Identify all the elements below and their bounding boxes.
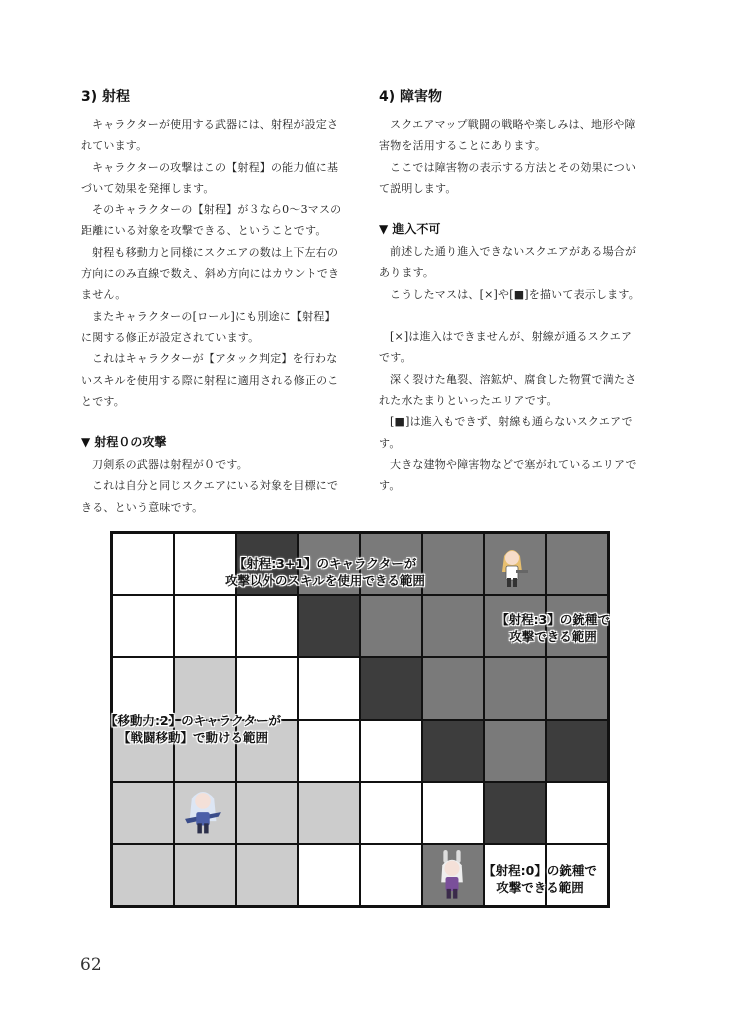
map-square — [175, 596, 235, 656]
map-square — [361, 658, 421, 718]
section-heading-range: 3) 射程 — [81, 89, 131, 105]
paragraph: [×]は進入はできませんが、射線が通るスクエアです。 — [379, 330, 633, 365]
map-square — [423, 596, 483, 656]
map-square — [423, 783, 483, 843]
map-square — [361, 596, 421, 656]
map-square — [237, 658, 297, 718]
paragraph: 刀剣系の武器は射程が０です。 — [92, 458, 248, 472]
label-range-3: 【射程:3】の銃種で 攻撃できる範囲 — [496, 612, 610, 644]
map-square — [423, 658, 483, 718]
map-square — [361, 783, 421, 843]
paragraph: ここでは障害物の表示する方法とその効果について説明します。 — [379, 160, 637, 195]
map-square — [113, 845, 173, 905]
map-square — [485, 783, 545, 843]
map-square — [485, 721, 545, 781]
label-range-0: 【射程:0】の銃種で 攻撃できる範囲 — [483, 863, 597, 895]
map-square — [361, 845, 421, 905]
map-square — [547, 783, 607, 843]
map-square — [423, 721, 483, 781]
map-square — [299, 596, 359, 656]
map-square — [113, 534, 173, 594]
section-heading-obstacles: 4) 障害物 — [379, 89, 443, 105]
paragraph: そのキャラクターの【射程】が３なら0〜3マスの距離にいる対象を攻撃できる、ということです。 — [81, 203, 342, 238]
paragraph: 前述した通り進入できないスクエアがある場合があります。 — [379, 245, 637, 280]
subheading-range-zero: ▼ 射程０の攻撃 — [81, 435, 167, 450]
character-blonde-gunner-icon — [492, 542, 532, 592]
paragraph: スクエアマップ戦闘の戦略や楽しみは、地形や障害物を活用することにあります。 — [379, 118, 636, 153]
paragraph: キャラクターの攻撃はこの【射程】の能力値に基づいて効果を発揮します。 — [81, 160, 339, 195]
map-square — [237, 845, 297, 905]
map-square — [299, 845, 359, 905]
paragraph: 深く裂けた亀裂、溶鉱炉、腐食した物質で満たされた水たまりといったエリアです。 — [379, 372, 637, 407]
map-square — [485, 658, 545, 718]
map-square — [299, 783, 359, 843]
map-square — [175, 845, 235, 905]
map-square — [113, 658, 173, 718]
map-square — [299, 721, 359, 781]
character-bunny-ear-fighter-icon — [430, 850, 474, 904]
map-square — [175, 658, 235, 718]
map-square — [361, 721, 421, 781]
paragraph: これは自分と同じスクエアにいる対象を目標にできる、という意味です。 — [81, 479, 339, 514]
map-square — [237, 783, 297, 843]
right-column — [379, 86, 641, 496]
map-square — [237, 596, 297, 656]
subheading-no-entry: ▼ 進入不可 — [379, 222, 441, 237]
map-square — [547, 658, 607, 718]
map-square — [113, 596, 173, 656]
map-square — [299, 658, 359, 718]
paragraph: 射程も移動力と同様にスクエアの数は上下左右の方向にのみ直線で数え、斜め方向にはカウントできません。 — [81, 245, 340, 302]
paragraph: 大きな建物や障害物などで塞がれているエリアです。 — [379, 457, 637, 493]
label-range-3plus1: 【射程:3+1】のキャラクターが 攻撃以外のスキルを使用できる範囲 — [225, 556, 425, 588]
paragraph: またキャラクターの[ロール]にも別途に【射程】に関する修正が設定されています。 — [81, 309, 336, 344]
character-silver-hair-mover-icon — [180, 783, 226, 839]
map-square — [547, 721, 607, 781]
page-number: 62 — [80, 955, 102, 975]
paragraph: こうしたマスは、[×]や[■]を描いて表示します。 — [390, 287, 640, 301]
map-square — [113, 783, 173, 843]
paragraph: [■]は進入もできず、射線も通らないスクエアです。 — [379, 415, 633, 450]
left-column — [81, 86, 343, 518]
paragraph: キャラクターが使用する武器には、射程が設定されています。 — [81, 118, 339, 153]
map-square — [547, 534, 607, 594]
label-move-2: 【移動力:2】のキャラクターが 【戦闘移動】で動ける範囲 — [105, 713, 281, 745]
paragraph: これはキャラクターが【アタック判定】を行わないスキルを使用する際に射程に適用される修正のことです。 — [81, 352, 339, 408]
